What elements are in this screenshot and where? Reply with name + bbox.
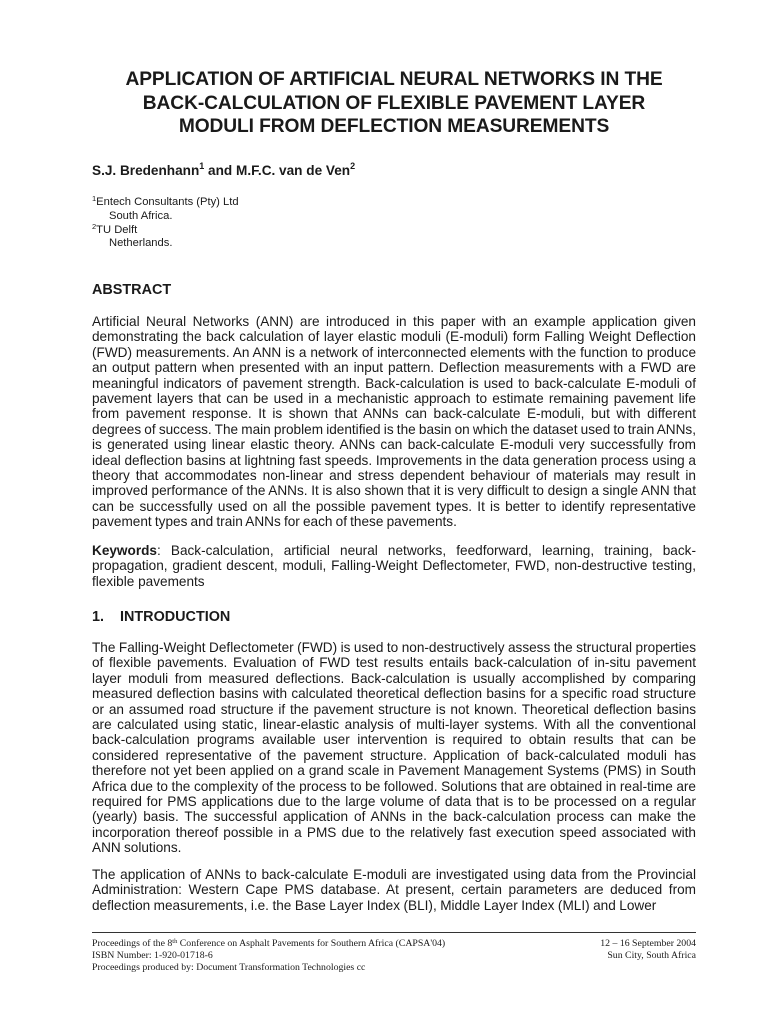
affiliations bbox=[92, 196, 239, 251]
author-affiliation-mark: 2 bbox=[350, 161, 356, 171]
footer-isbn: ISBN Number: 1-920-01718-6 bbox=[92, 950, 213, 961]
title-line: MODULI FROM DEFLECTION MEASUREMENTS bbox=[178, 116, 610, 137]
section-number: 1. bbox=[92, 609, 105, 625]
affiliation-mark: 2 bbox=[92, 221, 97, 231]
section-heading bbox=[92, 609, 230, 625]
author-name: M.F.C. van de Ven bbox=[236, 163, 351, 178]
intro-paragraph: The application of ANNs to back-calculate E-moduli are investigated using data from the Provincial Administration: Western Cape PMS database. At present, certain parameters are deduced from deflection measurements, i.e. the Base Layer Index (BLI), Middle Layer Index (MLI) and Lower bbox=[92, 867, 696, 913]
intro-paragraph: The Falling-Weight Deflectometer (FWD) is used to non-destructively assess the structural properties of flexible pavements. Evaluation of FWD test results entails back-calculation of in-situ pavement layer moduli from measured deflections. Back-calculation is usually accomplished by comparing measured deflection basins with calculated theoretical deflection basins for a specific road structure or an assumed road structure if the pavement structure is not known. Theoretical deflection basins are calculated using static, linear-elastic analysis of multi-layer systems. With all the conventional back-calculation programs available user intervention is required to obtain results that can be considered representative of the pavement structure. Application of back-calculated moduli has therefore not yet been applied on a grand scale in Pavement Management Systems (PMS) in South Africa due to the complexity of the process to be followed. Solutions that are obtained in real-time are required for PMS applications due to the large volume of data that is to be processed on a regular (yearly) basis. The successful application of ANNs in the back-calculation process can make the incorporation thereof possible in a PMS due to the relatively fast execution speed associated with ANN solutions. bbox=[92, 640, 696, 856]
abstract-paragraph: Artificial Neural Networks (ANN) are introduced in this paper with an example application given demonstrating the back calculation of layer elastic moduli (E-moduli) form Falling Weight Deflection (FWD) measurements. An ANN is a network of interconnected elements with the function to produce an output pattern when presented with an input pattern. Deflection measurements with a FWD are meaningful indicators of pavement strength. Back-calculation is used to back-calculate E-moduli of pavement layers that can be used in a mechanistic approach to estimate remaining pavement life from pavement response. It is shown that ANNs can back-calculate E-moduli, but with different degrees of success. The main problem identified is the basin on which the dataset used to train ANNs, is generated using linear elastic theory. ANNs can back-calculate E-moduli very successfully from ideal deflection basins at lightning fast speeds. Improvements in the data generation process using a theory that accommodates non-linear and stress dependent behaviour of materials may result in improved performance of the ANNs. It is also shown that it is very difficult to design a single ANN that can be successfully used on all the possible pavement types. It is better to identify representative pavement types and train ANNs for each of these pavements. bbox=[92, 314, 696, 530]
footer-proc-sup: th bbox=[172, 938, 178, 945]
footer-divider bbox=[92, 932, 696, 933]
paper-title bbox=[92, 68, 696, 139]
keywords-paragraph bbox=[92, 543, 696, 589]
author-list bbox=[92, 163, 355, 178]
footer-location: Sun City, South Africa bbox=[607, 950, 696, 961]
affiliation-entry bbox=[92, 196, 239, 210]
author-joiner: and bbox=[204, 163, 237, 178]
title-line: BACK-CALCULATION OF FLEXIBLE PAVEMENT LAYER bbox=[142, 92, 646, 114]
title-line: APPLICATION OF ARTIFICIAL NEURAL NETWORKS IN THE bbox=[125, 69, 663, 90]
footer-producer: Proceedings produced by: Document Transformation Technologies cc bbox=[92, 962, 366, 973]
affiliation-org: TU Delft bbox=[96, 223, 138, 236]
footer-dates: 12 – 16 September 2004 bbox=[600, 938, 696, 949]
author-name: S.J. Bredenhann bbox=[92, 163, 200, 178]
footer-right bbox=[600, 938, 696, 962]
affiliation-entry bbox=[92, 221, 239, 238]
footer-proc-suffix: Conference on Asphalt Pavements for Southern Africa (CAPSA'04) bbox=[177, 938, 446, 949]
section-title: INTRODUCTION bbox=[120, 609, 231, 625]
footer-proceedings bbox=[92, 938, 445, 950]
affiliation-country: South Africa. bbox=[109, 209, 173, 222]
affiliation-org: Entech Consultants (Pty) Ltd bbox=[96, 196, 239, 208]
footer-left bbox=[92, 938, 445, 974]
keywords-list: : Back-calculation, artificial neural networks, feedforward, learning, training, back-propagation, gradient descent, moduli, Falling-Weight Deflectometer, FWD, non-destructive testing, flexible pavements bbox=[92, 543, 696, 589]
affiliation-country: Netherlands. bbox=[109, 237, 173, 250]
footer-proc-prefix: Proceedings of the 8 bbox=[92, 938, 173, 949]
affiliation-mark: 1 bbox=[92, 194, 97, 203]
author-affiliation-mark: 1 bbox=[199, 161, 205, 171]
keywords-label: Keywords bbox=[92, 543, 157, 558]
abstract-heading: ABSTRACT bbox=[92, 282, 172, 298]
